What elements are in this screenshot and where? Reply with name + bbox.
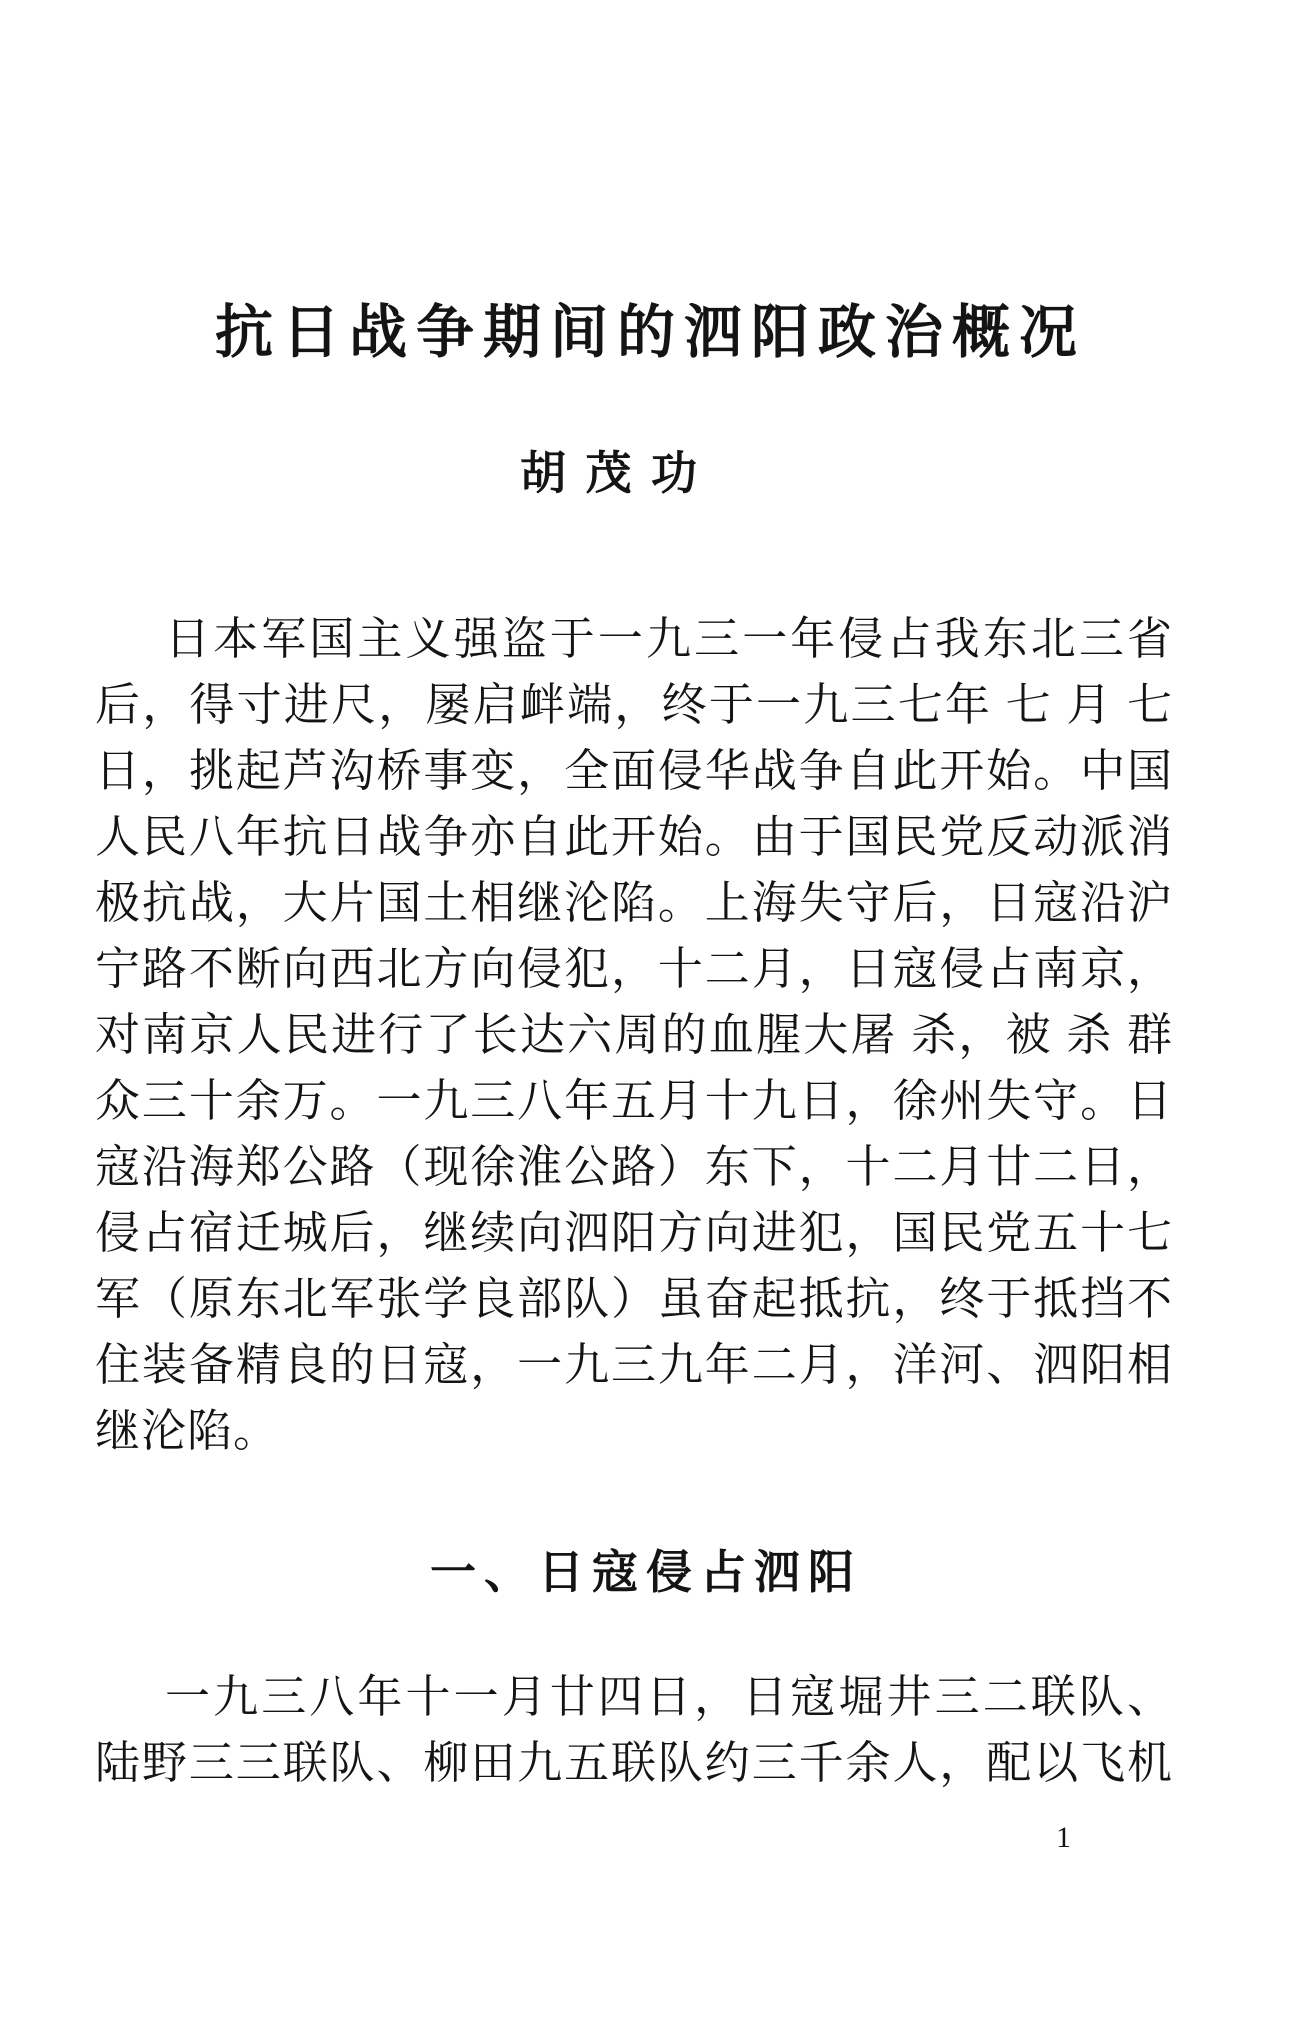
opening-paragraph — [95, 606, 1173, 1464]
text-line: 众三十余万。一九三八年五月十九日，徐州失守。日 — [95, 1076, 1173, 1126]
text-line: 宁路不断向西北方向侵犯，十二月，日寇侵占南京， — [95, 944, 1173, 994]
author-name: 胡 茂 功 — [520, 448, 697, 499]
page-title: 抗日战争期间的泗阳政治概况 — [215, 300, 1087, 365]
text-line: 极抗战，大片国土相继沦陷。上海失守后，日寇沿沪 — [95, 878, 1173, 928]
text-line: 人民八年抗日战争亦自此开始。由于国民党反动派消 — [95, 812, 1173, 862]
text-line: 陆野三三联队、柳田九五联队约三千余人，配以飞机 — [95, 1738, 1173, 1788]
text-line: 一九三八年十一月廿四日，日寇堀井三二联队、 — [165, 1672, 1173, 1722]
page-number: 1 — [1056, 1821, 1071, 1854]
section-1-heading: 一、日寇侵占泗阳 — [430, 1547, 862, 1598]
text-line: 寇沿海郑公路（现徐淮公路）东下，十二月廿二日， — [95, 1142, 1173, 1192]
section-1-paragraph — [95, 1664, 1173, 1796]
text-line: 对南京人民进行了长达六周的血腥大屠 杀，被 杀 群 — [95, 1010, 1173, 1060]
text-line: 日，挑起芦沟桥事变，全面侵华战争自此开始。中国 — [95, 746, 1173, 796]
text-line: 军（原东北军张学良部队）虽奋起抵抗，终于抵挡不 — [95, 1274, 1173, 1324]
text-line: 日本军国主义强盗于一九三一年侵占我东北三省 — [165, 614, 1173, 664]
text-line: 后，得寸进尺，屡启衅端，终于一九三七年 七 月 七 — [95, 680, 1173, 730]
text-line: 侵占宿迁城后，继续向泗阳方向进犯，国民党五十七 — [95, 1208, 1173, 1258]
text-line: 继沦陷。 — [95, 1406, 280, 1456]
text-line: 住装备精良的日寇，一九三九年二月，洋河、泗阳相 — [95, 1340, 1173, 1390]
